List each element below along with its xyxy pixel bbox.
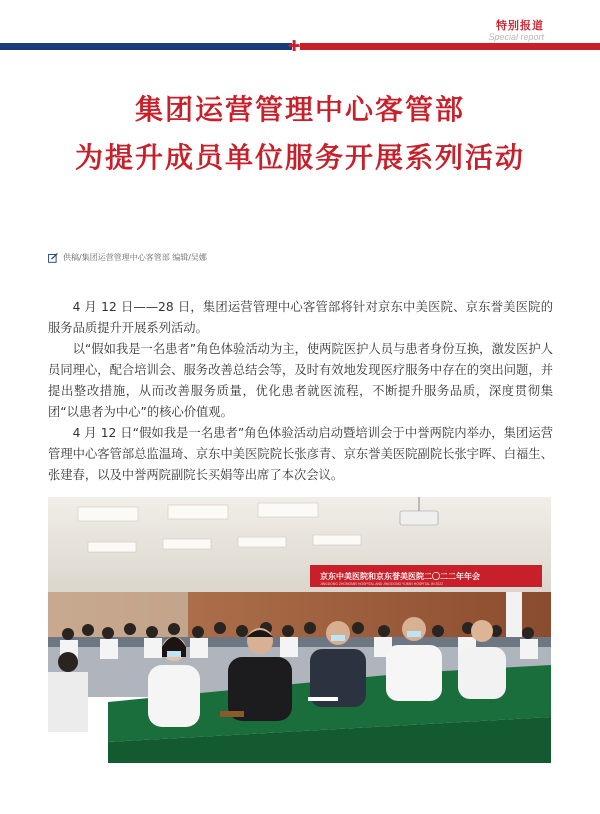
medical-cross-icon: ✚ [287, 37, 301, 55]
header-bar-red [300, 43, 600, 50]
header-bar-blue [0, 43, 292, 50]
byline [48, 252, 207, 263]
article-title-line-2: 为提升成员单位服务开展系列活动 [74, 141, 525, 174]
byline-text: 供稿/集团运营管理中心客管部 编辑/吴娜 [63, 253, 207, 262]
section-tag: 特别报道 [496, 19, 544, 32]
paragraph: 4 月 12 日“假如我是一名患者”角色体验活动启动暨培训会于中誉两院内举办，集团运营管理中心客管部总监温琦、京东中美医院院长张彦青、京东誉美医院副院长张宇晖、白福生、张建春，以及中誉两院副院长买娟等出席了本次会议。 [48, 426, 553, 482]
article-title-line-1: 集团运营管理中心客管部 [134, 93, 465, 126]
banner-subtitle: JINGDONG ZHONGMEI HOSPITAL AND JINGDONG YUMEI HOSPITAL IN 2022 [320, 582, 443, 586]
article-body [48, 297, 553, 486]
edit-icon [48, 253, 58, 263]
paragraph: 4 月 12 日——28 日，集团运营管理中心客管部将针对京东中美医院、京东誉美医院的服务品质提升开展系列活动。 [48, 300, 553, 335]
banner-title: 京东中美医院和京东誉美医院二〇二二年年会 [320, 572, 480, 581]
section-subtitle: Special report [488, 32, 544, 42]
meeting-photo-illustration [48, 497, 551, 763]
meeting-photo [48, 497, 551, 763]
paragraph: 以“假如我是一名患者”角色体验活动为主，使两院医护人员与患者身份互换，激发医护人员同理心，配合培训会、服务改善总结会等，及时有效地发现医疗服务中存在的突出问题，并提出整改措施，从而改善服务质量，优化患者就医流程，不断提升服务品质，深度贯彻集团“以患者为中心”的核心价值观。 [48, 342, 553, 419]
